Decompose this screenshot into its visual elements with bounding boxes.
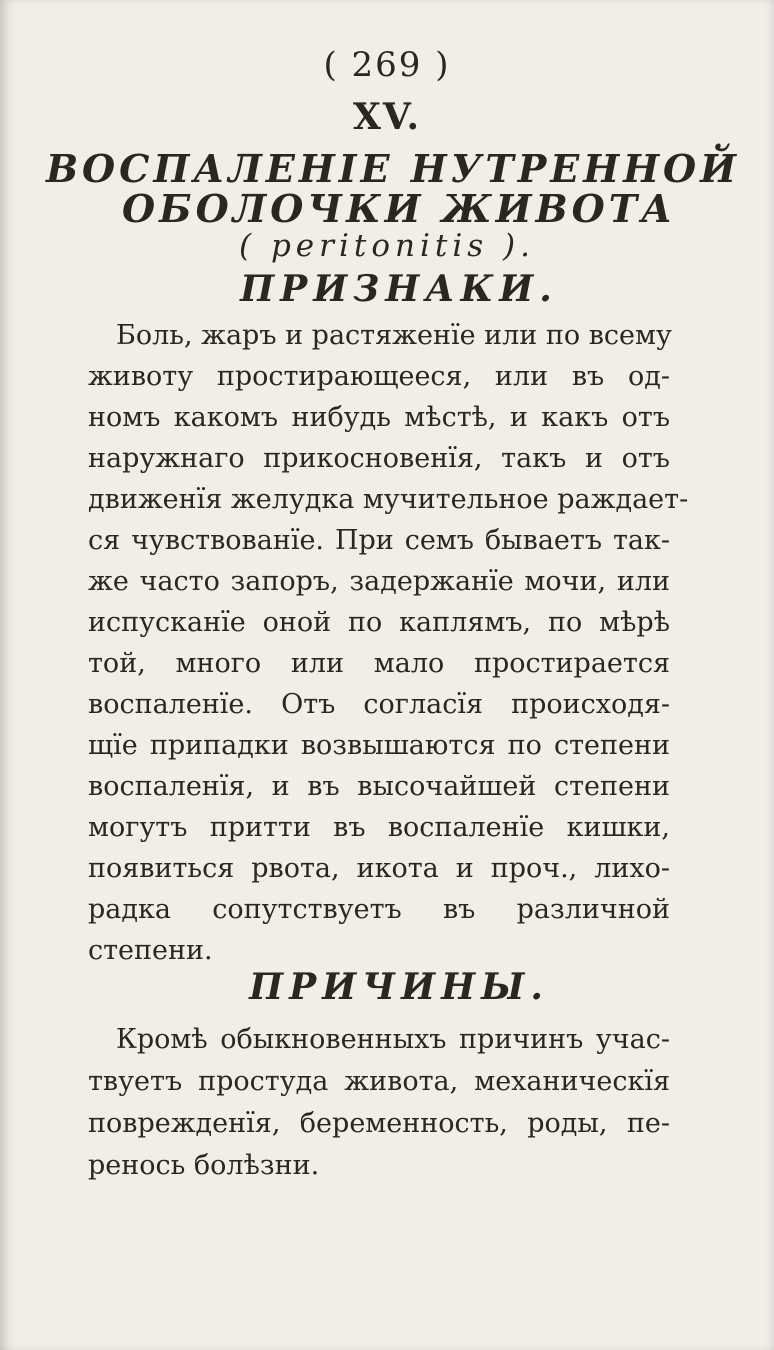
paragraph-line: наружнаго прикосновенїя, такъ и отъ <box>88 443 670 474</box>
paragraph-line: щїе припадки возвышаются по степени <box>88 730 670 761</box>
page-number: ( 269 ) <box>323 45 451 85</box>
chapter-number: XV. <box>352 96 422 138</box>
paragraph-line: твуетъ простуда живота, механическїя <box>88 1066 670 1097</box>
paragraph-line: номъ какомъ нибудь мѣстѣ, и какъ отъ <box>88 402 670 433</box>
paragraph-line: поврежденїя, беременность, роды, пе- <box>88 1108 670 1139</box>
paragraph-line: воспаленїя, и въ высочайшей степени <box>88 771 670 802</box>
paragraph-line: ренось болѣзни. <box>88 1150 320 1181</box>
paragraph-line: движенїя желудка мучительное раждает- <box>88 484 689 515</box>
latin-disease-name: ( peritonitis ). <box>239 228 535 264</box>
paragraph-line: появиться рвота, икота и проч., лихо- <box>88 853 670 884</box>
paragraph-line: животу простирающееся, или въ од- <box>88 361 670 392</box>
section-heading-causes: ПРИЧИНЫ. <box>249 966 549 1008</box>
chapter-title-line: ВОСПАЛЕНІЕ НУТРЕННОЙ <box>45 146 741 191</box>
paragraph-line: Боль, жаръ и растяженїе или по всему <box>116 320 672 351</box>
paragraph-line: степени. <box>88 935 213 966</box>
paragraph-line: могутъ притти въ воспаленїе кишки, <box>88 812 670 843</box>
paragraph-line: ся чувствованїе. При семъ бываетъ так- <box>88 525 670 556</box>
paragraph-line: испусканїе оной по каплямъ, по мѣрѣ <box>88 607 670 638</box>
paragraph-line: Кромѣ обыкновенныхъ причинъ учас- <box>116 1024 670 1055</box>
paragraph-line: той, много или мало простирается <box>88 648 670 679</box>
section-heading-signs: ПРИЗНАКИ. <box>240 268 558 310</box>
chapter-title-line: ОБОЛОЧКИ ЖИВОТА <box>122 186 676 231</box>
paragraph-line: воспаленїе. Отъ согласїя происходя- <box>88 689 670 720</box>
paragraph-line: радка сопутствуетъ въ различной <box>88 894 670 925</box>
paragraph-line: же часто запоръ, задержанїе мочи, или <box>88 566 670 597</box>
